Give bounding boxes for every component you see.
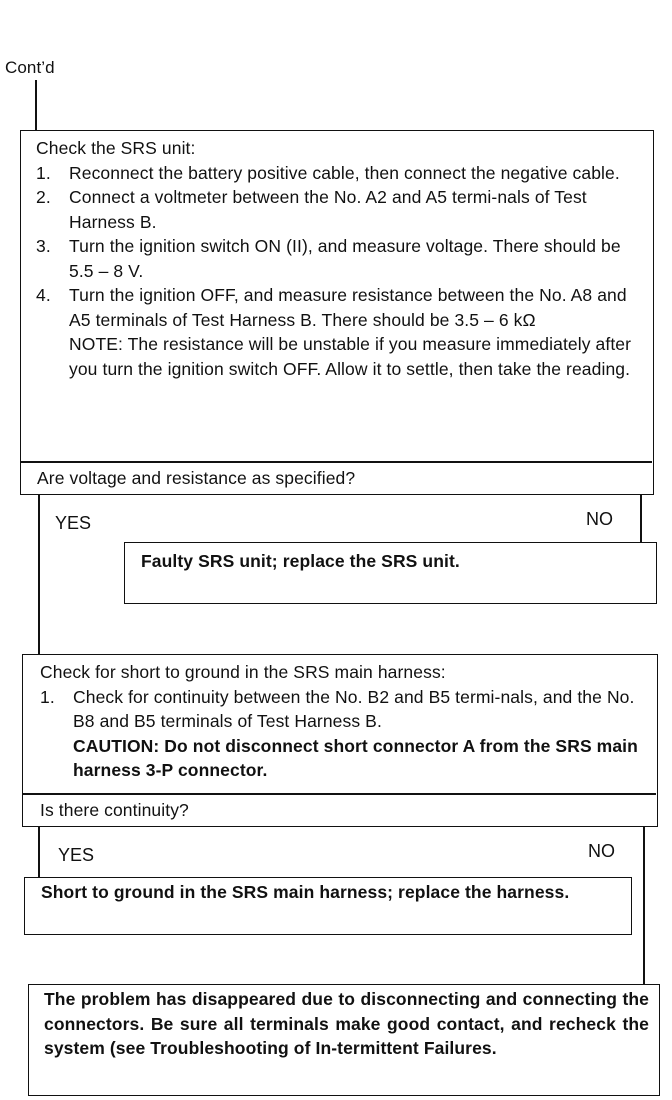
question-text: Is there continuity? [40,800,189,820]
step-item: 3. Turn the ignition switch ON (II), and measure voltage. There should be 5.5 – 8 V. [36,236,621,281]
step-text: Connect a voltmeter between the No. A2 and A5 termi-nals of Test Harness B. [69,187,587,232]
no-label: NO [586,509,613,529]
step-text: Reconnect the battery positive cable, then connect the negative cable. [69,162,620,183]
step-item: 1. Check for continuity between the No. B2 and B5 termi-nals, and the No. B8 and B5 terminals of Test Harness B. CAUTION: Do not disconnect short connector A from the SRS main harness 3-P connector. [40,685,640,783]
result-text: The problem has disappeared due to disconnecting and connecting the connectors. Be sure all terminals make good contact, and recheck the system (see Troubleshooting of In-termittent Failures. [44,989,649,1058]
faulty-srs-result-box [124,542,657,604]
step-item: 4. Turn the ignition OFF, and measure resistance between the No. A8 and A5 terminals of Test Harness B. There should be 3.5 – 6 kΩ NOTE: The resistance will be unstable if you measure immediately after you turn the ignition switch OFF. Allow it to settle, then take the reading. [36,283,641,381]
result-text: Faulty SRS unit; replace the SRS unit. [141,551,460,571]
divider [23,793,656,795]
step-title: Check the SRS unit: [36,138,196,158]
step-item: 1. Reconnect the battery positive cable, then connect the negative cable. [36,162,620,183]
yes-label: YES [55,513,92,533]
question-text: Are voltage and resistance as specified? [37,468,356,488]
step-title: Check for short to ground in the SRS main harness: [40,662,446,682]
short-to-ground-result-box [24,877,632,935]
problem-disappeared-box [28,984,660,1096]
connector-line [38,826,40,878]
caution-text: CAUTION: Do not disconnect short connector A from the SRS main harness 3-P connector. [73,735,638,780]
contd-label: Cont’d [5,58,55,77]
step-text: Check for continuity between the No. B2 and B5 termi-nals, and the No. B8 and B5 terminals of Test Harness B. [73,686,635,731]
yes-label: YES [58,845,95,865]
connector-line [640,494,642,544]
note-text: NOTE: The resistance will be unstable if you measure immediately after you turn the ignition switch OFF. Allow it to settle, then take the reading. [69,334,632,379]
divider [21,461,652,463]
short-to-ground-check-box [22,654,658,827]
srs-unit-check-box [20,130,654,495]
connector-line [643,826,645,984]
no-label: NO [588,841,615,861]
step-text: Turn the ignition OFF, and measure resistance between the No. A8 and A5 terminals of Test Harness B. There should be 3.5 – 6 kΩ [69,285,627,330]
step-text: Turn the ignition switch ON (II), and measure voltage. There should be 5.5 – 8 V. [69,236,621,281]
connector-line [35,80,37,131]
connector-line [38,494,40,654]
result-text: Short to ground in the SRS main harness; replace the harness. [41,882,570,902]
step-item: 2. Connect a voltmeter between the No. A2 and A5 termi-nals of Test Harness B. [36,187,587,232]
